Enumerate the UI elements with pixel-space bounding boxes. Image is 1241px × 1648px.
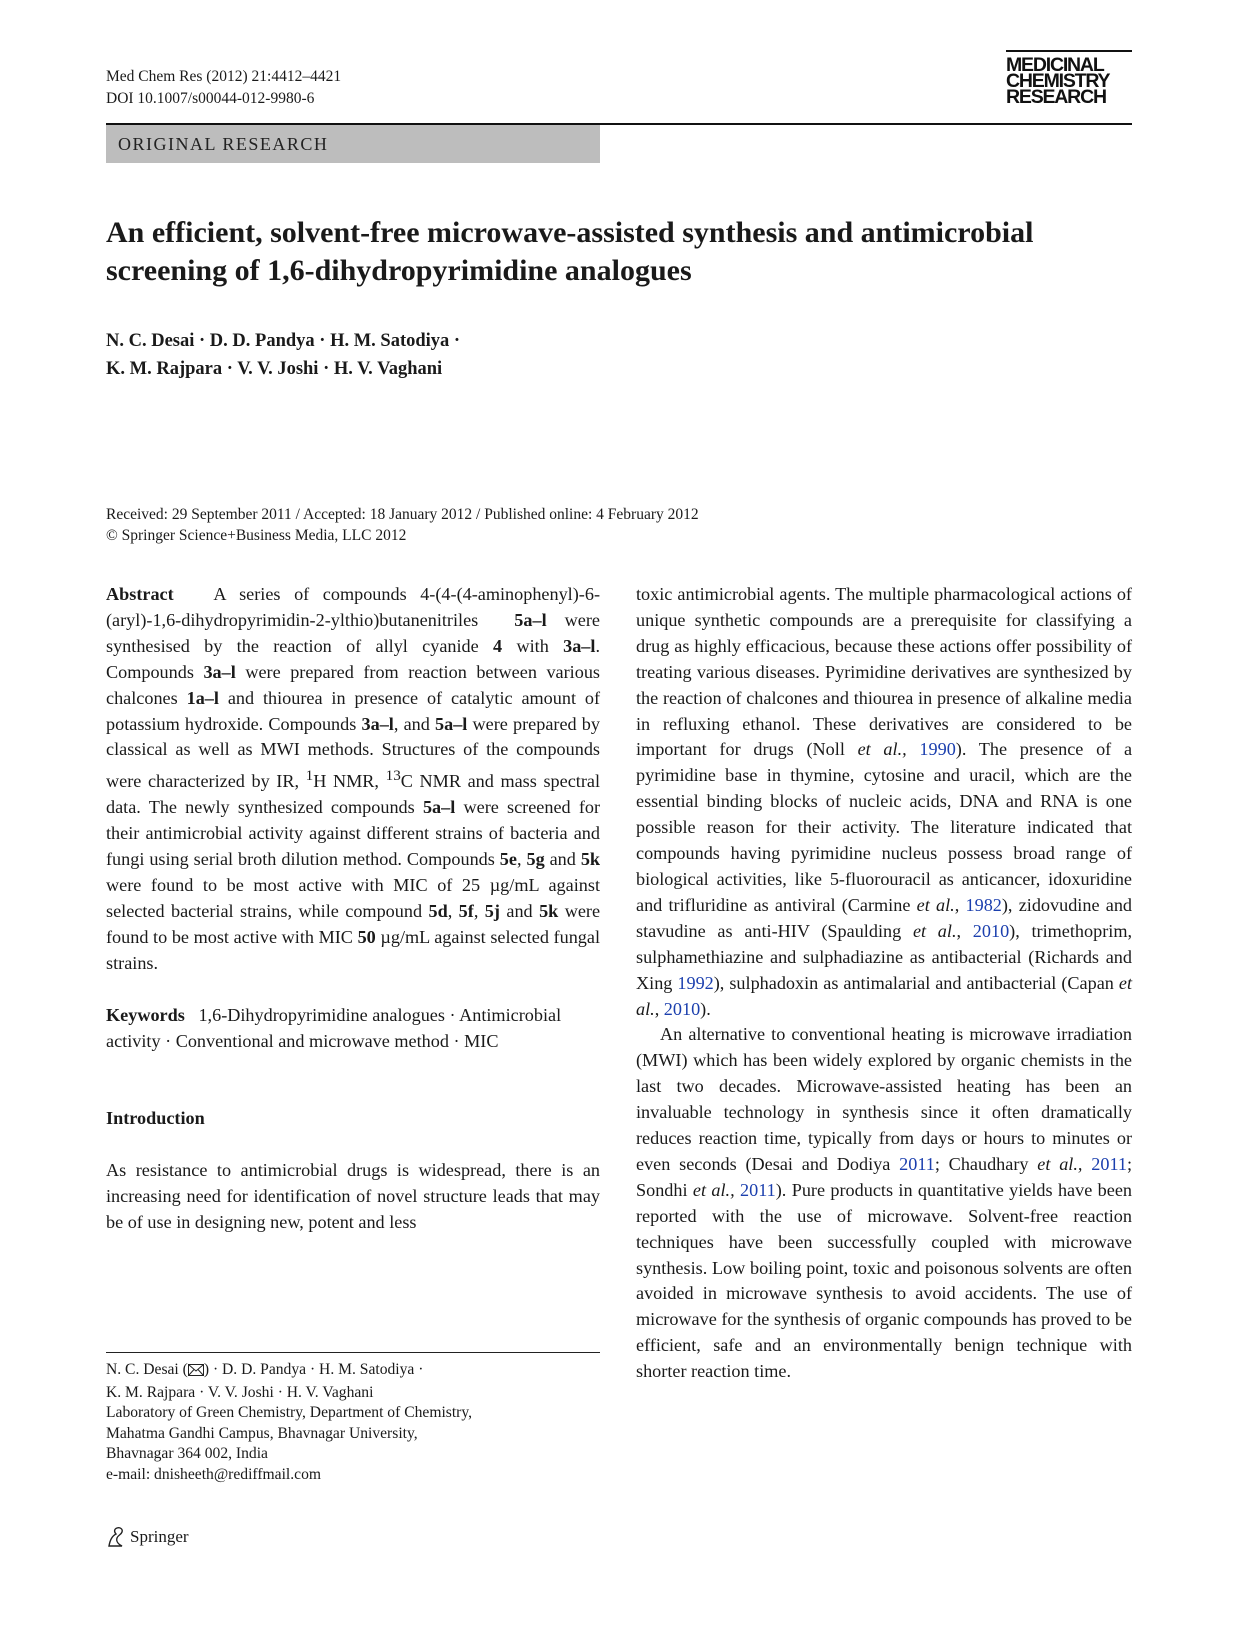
citation-link[interactable]: 2011 — [1091, 1153, 1127, 1174]
logo-line: RESEARCH — [1006, 86, 1106, 108]
author-affiliation-footnote — [106, 1360, 600, 1486]
envelope-icon[interactable] — [188, 1362, 204, 1383]
dates-line: Received: 29 September 2011 / Accepted: 18 January 2012 / Published online: 4 February 2012 — [106, 506, 699, 523]
footnote-divider — [106, 1352, 600, 1353]
author-line: K. M. Rajpara · V. V. Joshi · H. V. Vaghani — [106, 359, 443, 379]
article-title: An efficient, solvent-free microwave-assisted synthesis and antimicrobial screening of 1,6-dihydropyrimidine analogues — [106, 216, 1034, 287]
abstract-paragraph: Abstract A series of compounds 4-(4-(4-aminophenyl)-6-(aryl)-1,6-dihydropyrimidin-2-ylthio)butanenitriles 5a–l were synthesised by the reaction of allyl cyanide 4 with 3a–l. Compounds 3a–l were prepared from reaction between various chalcones 1a–l and thiourea in presence of catalytic amount of potassium hydroxide. Compounds 3a–l, and 5a–l were prepared by classical as well as MWI methods. Structures of the compounds were characterized by IR, $^1$H NMR, $^{13}$C NMR and mass spectral data. The newly synthesized compounds 5a–l were screened for their antimicrobial activity against different strains of bacteria and fungi using serial broth dilution method. Compounds 5e, 5g and 5k were found to be most active with MIC of 25 µg/mL against selected bacterial strains, while compound 5d, 5f, 5j and 5k were found to be most active with MIC 50 µg/mL against selected fungal strains. — [106, 584, 601, 973]
citation-link[interactable]: 2010 — [663, 998, 701, 1019]
author-line: N. C. Desai · D. D. Pandya · H. M. Satodiya · — [106, 331, 461, 351]
footnote-line: Laboratory of Green Chemistry, Department of Chemistry, — [106, 1404, 473, 1422]
journal-doi[interactable]: DOI 10.1007/s00044-012-9980-6 — [106, 90, 315, 107]
springer-horse-icon — [106, 1526, 126, 1548]
citation-link[interactable]: 1990 — [919, 739, 956, 760]
body-paragraph: toxic antimicrobial agents. The multiple pharmacological actions of unique synthetic compounds are a prerequisite for classifying a drug as highly efficacious, because these actions offer possibility of treating various diseases. Pyrimidine derivatives are synthesized by the reaction of chalcones and thiourea in presence of alkaline media in refluxing ethanol. These derivatives are considered to be important for drugs (Noll et al., 1990). The presence of a pyrimidine base in thymine, cytosine and uracil, which are the essential binding blocks of nucleic acids, DNA and RNA is one possible reason for their activity. The literature indicated that compounds having pyrimidine nucleus possess broad range of biological activities, like 5-fluorouracil as anticancer, idoxuridine and trifluridine as antiviral (Carmine et al., 1982), zidovudine and stavudine as anti-HIV (Spaulding et al., 2010), trimethoprim, sulphamethiazine and sulphadiazine as antibacterial (Richards and Xing 1992), sulphadoxin as antimalarial and antibacterial (Capan et al., 2010). — [636, 584, 1133, 1019]
citation-link[interactable]: 2010 — [972, 920, 1010, 941]
right-column — [636, 582, 1132, 1385]
footnote-line: N. C. Desai ( ) · D. D. Pandya · H. M. Satodiya · — [106, 1360, 600, 1383]
citation-link[interactable]: 2011 — [899, 1153, 935, 1174]
introduction-heading: Introduction — [106, 1108, 205, 1129]
section-label: ORIGINAL RESEARCH — [118, 134, 329, 154]
keywords-paragraph — [106, 1003, 600, 1055]
keywords-label: Keywords — [106, 1004, 185, 1025]
footnote-line: K. M. Rajpara · V. V. Joshi · H. V. Vaghani — [106, 1383, 374, 1401]
section-band — [106, 125, 600, 163]
abstract-label: Abstract — [106, 584, 174, 604]
keywords-text: 1,6-Dihydropyrimidine analogues · Antimicrobial activity · Conventional and microwave method · MIC — [106, 1004, 562, 1051]
email-line[interactable]: e-mail: dnisheeth@rediffmail.com — [106, 1465, 321, 1483]
introduction-paragraph: As resistance to antimicrobial drugs is widespread, there is an increasing need for identification of novel structure leads that may be of use in designing new, potent and less — [106, 1160, 600, 1233]
journal-logo — [1006, 50, 1132, 108]
publication-dates — [106, 504, 1106, 546]
logo-line: MEDICINAL — [1006, 54, 1104, 76]
citation-link[interactable]: 1992 — [677, 972, 714, 993]
page-footer — [106, 1526, 189, 1548]
logo-line: CHEMISTRY — [1006, 70, 1110, 92]
copyright-line: © Springer Science+Business Media, LLC 2012 — [106, 527, 407, 544]
author-list — [106, 327, 866, 383]
journal-citation: Med Chem Res (2012) 21:4412–4421 — [106, 68, 342, 85]
citation-link[interactable]: 2011 — [740, 1179, 776, 1200]
citation-link[interactable]: 1982 — [965, 894, 1002, 915]
footnote-line: Bhavnagar 364 002, India — [106, 1445, 268, 1463]
left-column — [106, 582, 600, 1236]
publisher-name: Springer — [130, 1527, 189, 1546]
journal-header — [106, 66, 341, 110]
body-paragraph: An alternative to conventional heating is microwave irradiation (MWI) which has been widely explored by organic chemists in the last two decades. Microwave-assisted heating has been an invaluable technology in synthesis since it often dramatically reduces reaction time, typically from days or hours to minutes or even seconds (Desai and Dodiya 2011; Chaudhary et al., 2011; Sondhi et al., 2011). Pure products in quantitative yields have been reported with the use of microwave. Solvent-free reaction techniques have been successfully coupled with microwave synthesis. Low boiling point, toxic and poisonous solvents are often avoided in microwave synthesis to avoid accidents. The use of microwave for the synthesis of organic compounds has proved to be efficient, safe and an environmentally benign technique with shorter reaction time. — [636, 1024, 1133, 1382]
footnote-line: Mahatma Gandhi Campus, Bhavnagar University, — [106, 1424, 418, 1442]
